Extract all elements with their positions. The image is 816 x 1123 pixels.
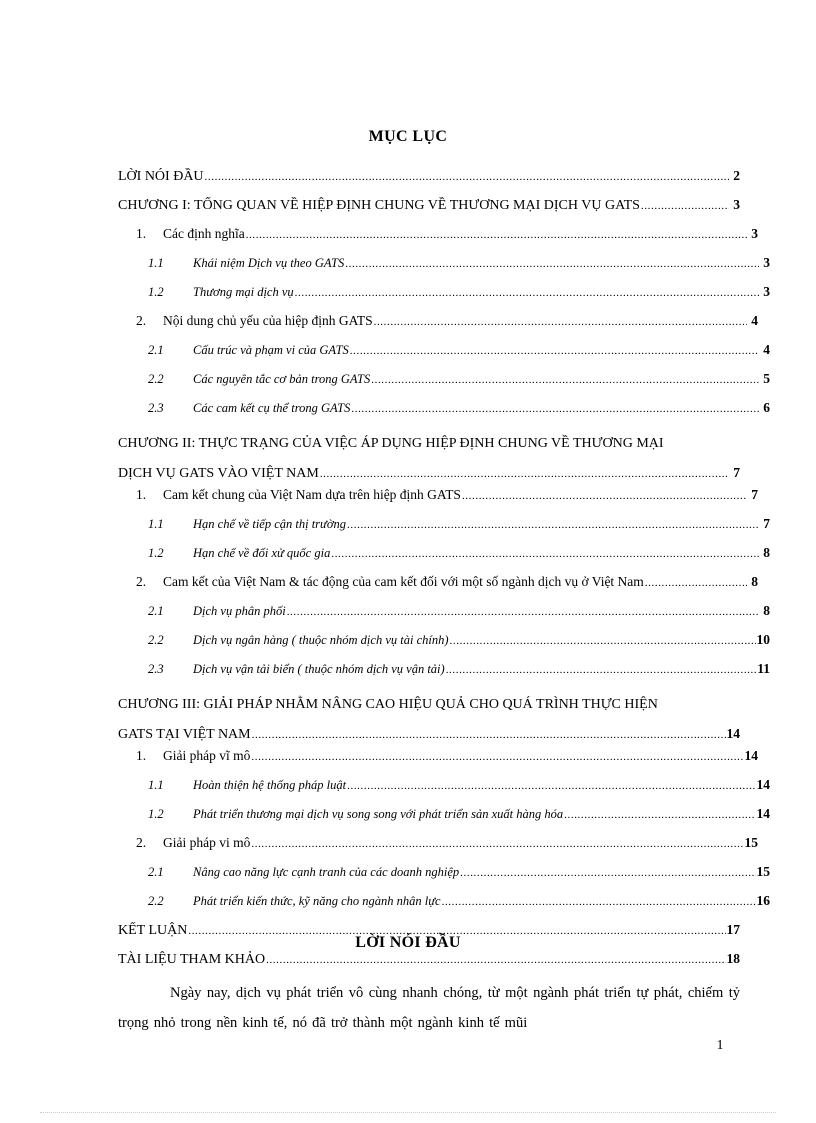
toc-entry-page: 3 [733, 197, 740, 212]
toc-entry[interactable] [118, 748, 758, 777]
toc-entry[interactable] [118, 632, 770, 661]
toc-entry-page: 14 [744, 748, 758, 763]
toc-entry-page: 8 [763, 545, 770, 560]
toc-leader-dots [462, 491, 747, 507]
toc-entry-label: Phát triển kiến thức, kỹ năng cho ngành nhân lực [193, 894, 441, 908]
toc-leader-dots [350, 346, 759, 362]
toc-entry[interactable] [118, 516, 770, 545]
toc-entry-number: 2.3 [148, 401, 164, 415]
toc-entry[interactable] [118, 313, 758, 342]
toc-entry[interactable] [118, 864, 770, 893]
toc-entry-number: 2.1 [148, 865, 164, 879]
toc-leader-dots [345, 259, 759, 275]
toc-entry-label: Nội dung chủ yếu của hiệp định GATS [163, 313, 373, 328]
toc-entry-label: Dịch vụ ngân hàng ( thuộc nhóm dịch vụ tài chính) [193, 633, 449, 647]
toc-entry-page: 15 [744, 835, 758, 850]
toc-entry[interactable] [118, 197, 740, 226]
toc-entry-label: Dịch vụ phân phối [193, 604, 286, 618]
toc-entry[interactable] [118, 255, 770, 284]
toc-entry[interactable] [118, 777, 770, 806]
toc-entry-label: Cam kết của Việt Nam & tác động của cam kết đối với một số ngành dịch vụ ở Việt Nam [163, 574, 644, 589]
toc-entry-label: Giải pháp vĩ mô [163, 748, 251, 763]
toc-entry-page: 6 [763, 400, 770, 415]
toc-entry-number: 1.2 [148, 285, 164, 299]
toc-entry-label: Dịch vụ vận tải biển ( thuộc nhóm dịch vụ vận tải) [193, 662, 445, 676]
toc-entry-page: 7 [763, 516, 770, 531]
toc-leader-dots [320, 469, 729, 485]
toc-entry-number: 2. [136, 313, 147, 328]
toc-leader-dots [564, 810, 755, 826]
toc-entry-number: 2. [136, 574, 147, 589]
toc-leader-dots [645, 578, 747, 594]
toc-entry-label: Hoàn thiện hệ thống pháp luật [193, 778, 347, 792]
toc-entry-number: 1.1 [148, 517, 164, 531]
toc-entry[interactable] [118, 371, 770, 400]
toc-entry-label: Hạn chế về tiếp cận thị trường [193, 517, 347, 531]
toc-entry-label: KẾT LUẬN [118, 923, 188, 938]
toc-entry-number: 2.2 [148, 633, 164, 647]
toc-leader-dots [460, 868, 755, 884]
toc-entry[interactable] [118, 342, 770, 371]
toc-entry-number: 1.2 [148, 807, 164, 821]
toc-entry-label: Các nguyên tắc cơ bản trong GATS [193, 372, 371, 386]
toc-leader-dots [252, 730, 726, 746]
toc-entry-number: 1. [136, 487, 147, 502]
toc-entry-label: Khái niệm Dịch vụ theo GATS [193, 256, 345, 270]
toc-entry-label-continued [118, 719, 740, 748]
toc-entry-page: 11 [757, 661, 770, 676]
toc-leader-dots [246, 230, 747, 246]
toc-entry-page: 3 [763, 284, 770, 299]
toc-entry-page: 7 [751, 487, 758, 502]
toc-leader-dots [374, 317, 747, 333]
toc-entry-label: Nâng cao năng lực cạnh tranh của các doanh nghiệp [193, 865, 460, 879]
toc-leader-dots [347, 781, 755, 797]
toc-entry-number: 1. [136, 226, 147, 241]
toc-entry-label: LỜI NÓI ĐẦU [118, 169, 204, 184]
toc-entry[interactable] [118, 893, 770, 922]
toc-entry[interactable] [118, 400, 770, 429]
toc-entry-page: 14 [756, 806, 770, 821]
toc-entry-page: 14 [726, 726, 740, 741]
toc-entry-number: 1. [136, 748, 147, 763]
toc-entry[interactable] [118, 226, 758, 255]
toc-leader-dots [287, 607, 759, 623]
toc-entry[interactable] [118, 487, 758, 516]
toc-entry-page: 14 [756, 777, 770, 792]
toc-entry[interactable] [118, 603, 770, 632]
toc-leader-dots [205, 172, 729, 188]
toc-entry-label-line2: GATS TẠI VIỆT NAM [118, 727, 251, 742]
toc-entry-number: 1.2 [148, 546, 164, 560]
toc-leader-dots [331, 549, 759, 565]
toc-entry-number: 2.1 [148, 343, 164, 357]
toc-entry-label: Giải pháp vi mô [163, 835, 251, 850]
toc-entry-page: 16 [756, 893, 770, 908]
toc-leader-dots [295, 288, 759, 304]
toc-leader-dots [251, 839, 743, 855]
toc-entry[interactable] [118, 690, 740, 748]
toc-entry[interactable] [118, 835, 758, 864]
toc-entry-label: Cấu trúc và phạm vi của GATS [193, 343, 349, 357]
toc-entry-label: Hạn chế về đối xử quốc gia [193, 546, 331, 560]
page-title: MỤC LỤC [368, 128, 448, 145]
toc-entry-label: Phát triển thương mại dịch vụ song song với phát triển sản xuất hàng hóa [193, 807, 564, 821]
toc-entry-label-line2: DỊCH VỤ GATS VÀO VIỆT NAM [118, 466, 319, 481]
toc-entry-page: 18 [726, 951, 740, 966]
toc-entry-page: 10 [756, 632, 770, 647]
toc-entry-number: 2. [136, 835, 147, 850]
toc-entry-number: 2.2 [148, 894, 164, 908]
toc-entry-page: 15 [756, 864, 770, 879]
toc-entry[interactable] [118, 806, 770, 835]
toc-entry[interactable] [118, 429, 740, 487]
toc-leader-dots [450, 636, 756, 652]
toc-entry-page: 3 [763, 255, 770, 270]
toc-entry-label: CHƯƠNG II: THỰC TRẠNG CỦA VIỆC ÁP DỤNG HIỆP ĐỊNH CHUNG VỀ THƯƠNG MẠI [118, 436, 664, 451]
toc-entry-label: Các cam kết cụ thể trong GATS [193, 401, 351, 415]
toc-entry-label: Cam kết chung của Việt Nam dựa trên hiệp định GATS [163, 487, 461, 502]
toc-leader-dots [266, 955, 725, 971]
toc-entry[interactable] [118, 284, 770, 313]
toc-entry-label: Các định nghĩa [163, 226, 245, 241]
toc-leader-dots [446, 665, 757, 681]
toc-leader-dots [641, 201, 729, 217]
toc-entry-page: 2 [733, 168, 740, 183]
table-of-contents [118, 168, 770, 980]
toc-entry-label-continued [118, 458, 740, 487]
toc-entry-page: 4 [751, 313, 758, 328]
toc-entry-page: 7 [733, 465, 740, 480]
toc-entry[interactable] [118, 168, 740, 197]
toc-leader-dots [371, 375, 759, 391]
toc-entry-page: 5 [763, 371, 770, 386]
toc-entry[interactable] [118, 661, 770, 690]
toc-entry-number: 2.3 [148, 662, 164, 676]
toc-entry-label: CHƯƠNG III: GIẢI PHÁP NHẰM NÂNG CAO HIỆU QUẢ CHO QUÁ TRÌNH THỰC HIỆN [118, 697, 658, 712]
toc-entry[interactable] [118, 574, 758, 603]
toc-leader-dots [347, 520, 759, 536]
foreword-heading: LỜI NÓI ĐẦU [355, 934, 461, 951]
toc-entry[interactable] [118, 545, 770, 574]
toc-leader-dots [442, 897, 756, 913]
toc-leader-dots [251, 752, 743, 768]
foreword-paragraph: Ngày nay, dịch vụ phát triển vô cùng nhanh chóng, từ một ngành phát triển tự phát, chiếm tỷ trọng nhỏ trong nền kinh tế, nó đã trở thành một ngành kinh tế mũi [118, 985, 740, 1031]
bottom-divider [40, 1112, 776, 1114]
toc-entry-page: 3 [751, 226, 758, 241]
page-number: 1 [716, 1038, 724, 1053]
toc-entry-number: 1.1 [148, 778, 164, 792]
toc-entry-number: 1.1 [148, 256, 164, 270]
toc-entry[interactable] [118, 951, 740, 980]
toc-entry-page: 8 [763, 603, 770, 618]
toc-entry-page: 17 [726, 922, 740, 937]
toc-entry-label: TÀI LIỆU THAM KHẢO [118, 952, 266, 967]
toc-entry-label: Thương mại dịch vụ [193, 285, 294, 299]
toc-entry-number: 2.1 [148, 604, 164, 618]
toc-entry-number: 2.2 [148, 372, 164, 386]
toc-leader-dots [351, 404, 759, 420]
toc-entry-page: 8 [751, 574, 758, 589]
toc-entry-label: CHƯƠNG I: TỔNG QUAN VỀ HIỆP ĐỊNH CHUNG VỀ THƯƠNG MẠI DỊCH VỤ GATS [118, 198, 640, 213]
toc-entry-page: 4 [763, 342, 770, 357]
